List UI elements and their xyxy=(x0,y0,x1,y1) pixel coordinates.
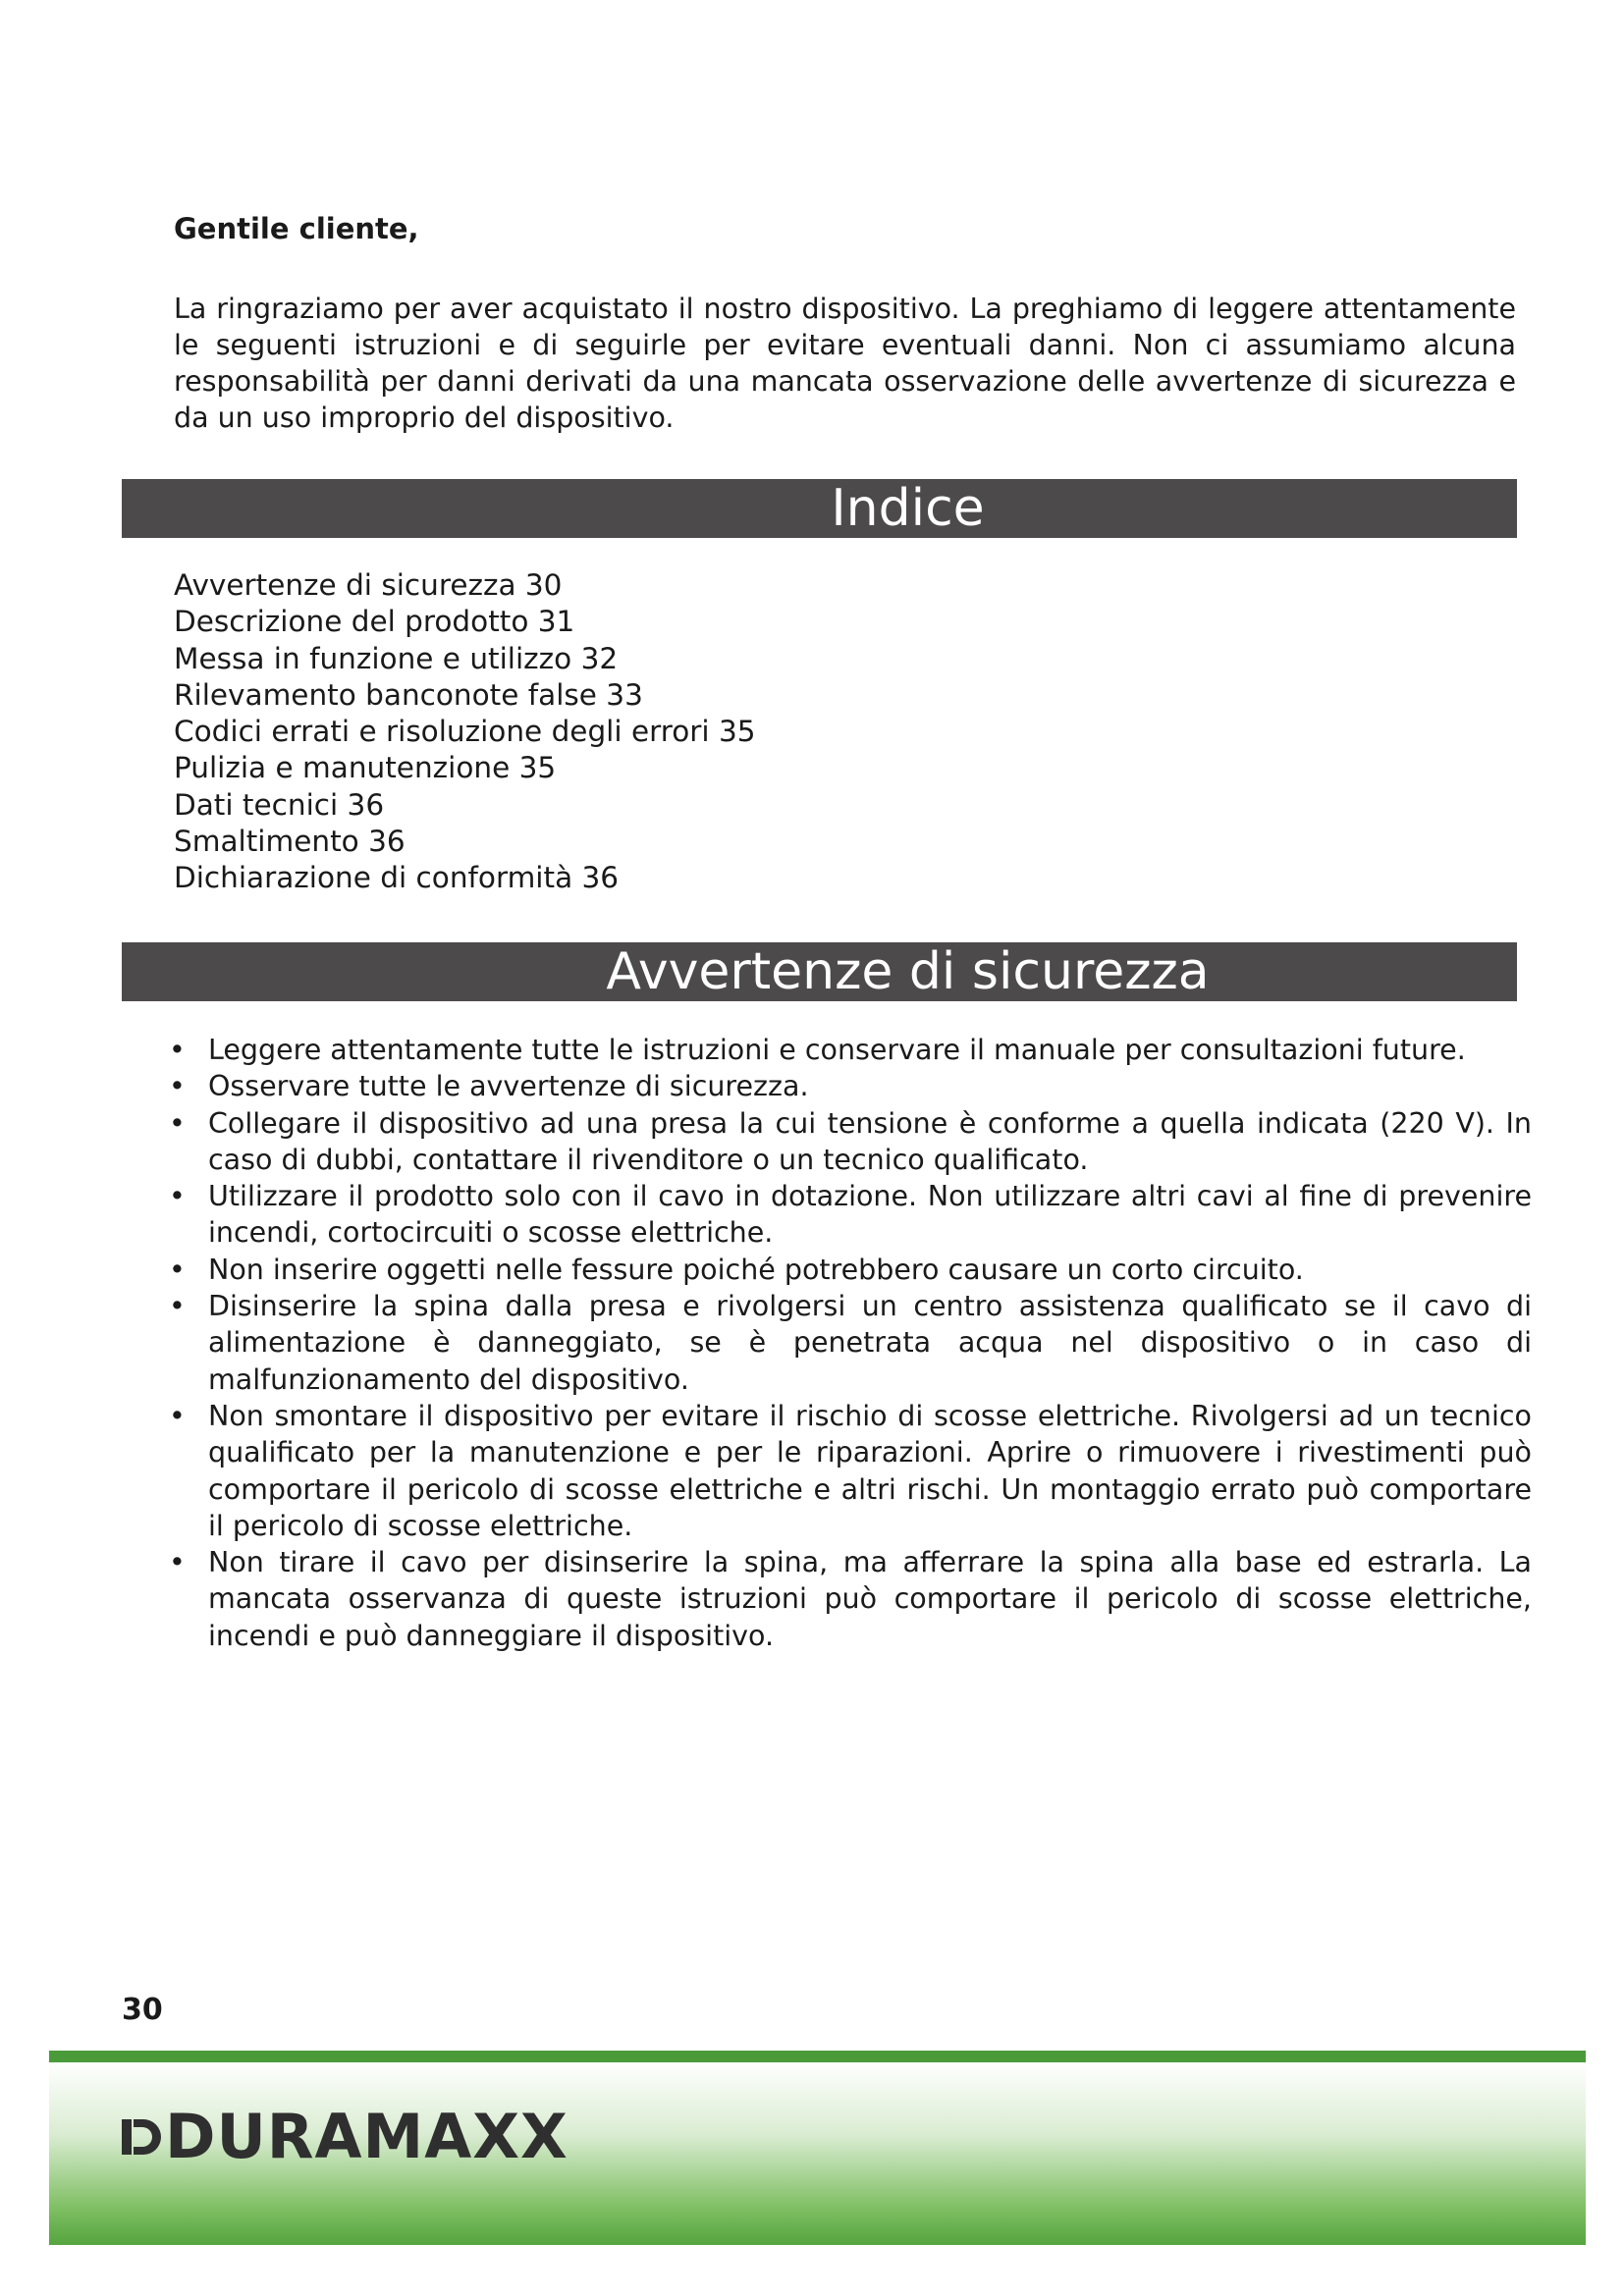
safety-heading: Avvertenze di sicurezza xyxy=(606,942,1210,1001)
toc-item: Avvertenze di sicurezza 30 xyxy=(174,568,563,602)
safety-item-text: Disinserire la spina dalla presa e rivolgersi un centro assistenza qualificato se il cavo di alimentazione è danneggiato, se è penetrata acqua nel dispositivo o in caso di malfunzionamento del dispositivo. xyxy=(208,1290,1532,1396)
intro-paragraph: La ringraziamo per aver acquistato il nostro dispositivo. La preghiamo di leggere attentamente le seguenti istruzioni e di seguirle per evitare eventuali danni. Non ci assumiamo alcuna responsabilità per danni derivati da una mancata osservazione delle avvertenze di sicurezza e da un uso improprio del dispositivo. xyxy=(174,293,1516,434)
safety-item-text: Non smontare il dispositivo per evitare il rischio di scosse elettriche. Rivolgersi ad un tecnico qualificato per la manutenzione e per le riparazioni. Aprire o rimuovere i rivestimenti può comportare il pericolo di scosse elettriche e altri rischi. Un montaggio errato può comportare il pericolo di scosse elettriche. xyxy=(208,1399,1532,1542)
toc-item: Descrizione del prodotto 31 xyxy=(174,605,575,639)
brand-name: DURAMAXX xyxy=(165,2101,568,2172)
bullet-icon: • xyxy=(169,1399,186,1432)
safety-item xyxy=(169,1288,1532,1398)
toc-item: Dichiarazione di conformità 36 xyxy=(174,861,620,895)
safety-item xyxy=(169,1252,1532,1288)
toc-item: Codici errati e risoluzione degli errori 35 xyxy=(174,715,756,749)
page-number: 30 xyxy=(122,1993,163,2027)
toc-item: Smaltimento 36 xyxy=(174,825,406,859)
toc-item: Pulizia e manutenzione 35 xyxy=(174,751,557,785)
bullet-icon: • xyxy=(169,1180,186,1213)
greeting: Gentile cliente, xyxy=(174,212,419,245)
safety-item xyxy=(169,1032,1532,1068)
safety-list xyxy=(169,1032,1532,1654)
safety-item xyxy=(169,1178,1532,1252)
safety-item-text: Utilizzare il prodotto solo con il cavo in dotazione. Non utilizzare altri cavi al fine di prevenire incendi, cortocircuiti o scosse elettriche. xyxy=(208,1180,1532,1250)
footer-divider xyxy=(49,2051,1586,2062)
safety-heading-band xyxy=(122,942,1517,1001)
bullet-icon: • xyxy=(169,1290,186,1323)
safety-item-text: Non tirare il cavo per disinserire la spina, ma afferrare la spina alla base ed estrarla. La mancata osservanza di queste istruzioni può comportare il pericolo di scosse elettriche, incendi e può danneggiare il dispositivo. xyxy=(208,1546,1532,1652)
safety-item xyxy=(169,1544,1532,1654)
bullet-icon: • xyxy=(169,1253,186,1286)
brand-logo-mark-icon xyxy=(122,2109,161,2164)
bullet-icon: • xyxy=(169,1546,186,1579)
bullet-icon: • xyxy=(169,1106,186,1140)
safety-item-text: Leggere attentamente tutte le istruzioni e conservare il manuale per consultazioni future. xyxy=(208,1034,1466,1066)
safety-item-text: Non inserire oggetti nelle fessure poiché potrebbero causare un corto circuito. xyxy=(208,1253,1304,1286)
brand-logo xyxy=(122,2103,568,2171)
toc-heading: Indice xyxy=(831,479,985,538)
bullet-icon: • xyxy=(169,1034,186,1066)
toc-item: Rilevamento banconote false 33 xyxy=(174,677,643,712)
toc-heading-band xyxy=(122,479,1517,538)
safety-item xyxy=(169,1068,1532,1104)
safety-item-text: Osservare tutte le avvertenze di sicurezza. xyxy=(208,1070,809,1103)
safety-item-text: Collegare il dispositivo ad una presa la cui tensione è conforme a quella indicata (220 V). In caso di dubbi, contattare il rivenditore o un tecnico qualificato. xyxy=(208,1106,1532,1176)
safety-item xyxy=(169,1105,1532,1179)
bullet-icon: • xyxy=(169,1070,186,1103)
toc-item: Messa in funzione e utilizzo 32 xyxy=(174,641,619,675)
safety-item xyxy=(169,1398,1532,1544)
table-of-contents xyxy=(174,567,755,897)
toc-item: Dati tecnici 36 xyxy=(174,787,385,822)
